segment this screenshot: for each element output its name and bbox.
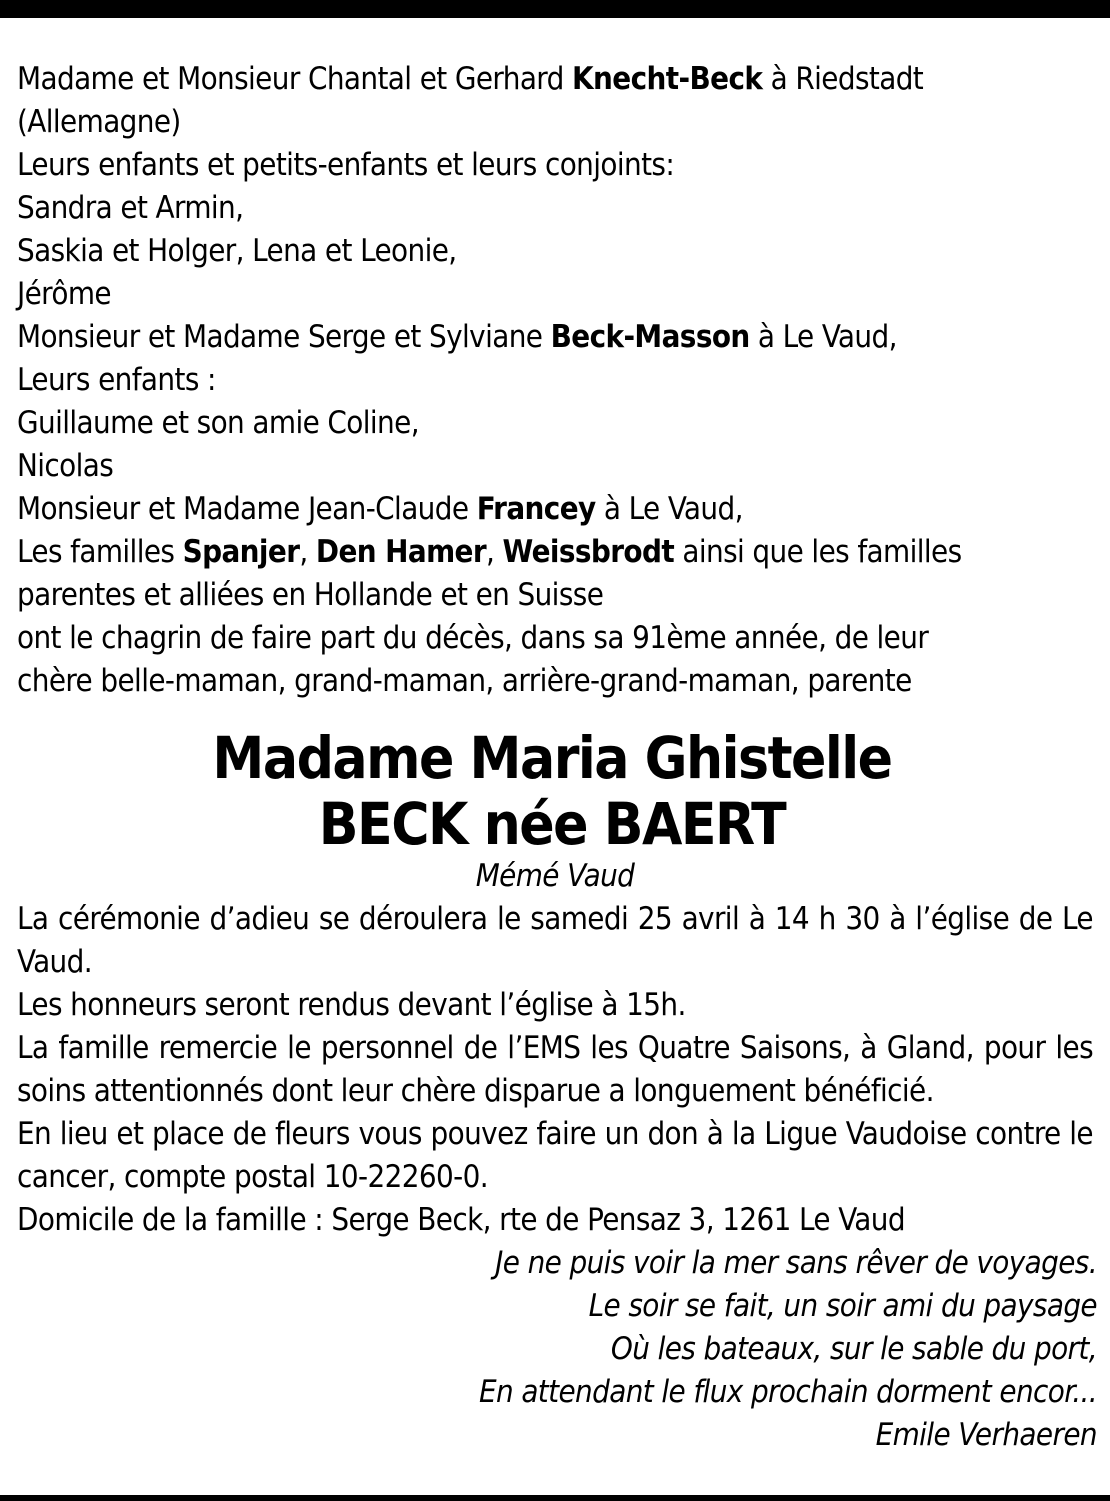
domicile-paragraph: Domicile de la famille : Serge Beck, rte de Pensaz 3, 1261 Le Vaud [17, 1202, 905, 1238]
poem-line-3: Où les bateaux, sur le sable du port, [610, 1331, 1097, 1367]
family-line-nicolas: Nicolas [17, 448, 114, 484]
family-line-guillaume: Guillaume et son amie Coline, [17, 405, 419, 441]
thanks-paragraph: La famille remercie le personnel de l’EMS les Quatre Saisons, à Gland, pour les soins attentionnés dont leur chère disparue a longuement bénéficié. [17, 1030, 1093, 1109]
family-line-country: (Allemagne) [17, 104, 181, 140]
deceased-name-line-2: BECK née BAERT [318, 790, 786, 858]
top-border-rule [0, 0, 1110, 18]
family-name-spanjer: Spanjer [182, 534, 300, 570]
family-name-weissbrodt: Weissbrodt [502, 534, 675, 570]
announcement-line-1: ont le chagrin de faire part du décès, dans sa 91ème année, de leur [17, 620, 929, 656]
family-line-knecht-beck: Madame et Monsieur Chantal et Gerhard Knecht-Beck à Riedstadt [17, 61, 924, 97]
family-line-children-intro-2: Leurs enfants : [17, 362, 216, 398]
donation-paragraph: En lieu et place de fleurs vous pouvez faire un don à la Ligue Vaudoise contre le cancer, compte postal 10-22260-0. [17, 1116, 1093, 1195]
deceased-name-line-1: Madame Maria Ghistelle [212, 724, 892, 792]
family-name-beck-masson: Beck-Masson [550, 319, 750, 355]
family-line-saskia: Saskia et Holger, Lena et Leonie, [17, 233, 457, 269]
family-line-francey: Monsieur et Madame Jean-Claude Francey à Le Vaud, [17, 491, 743, 527]
family-line-sandra: Sandra et Armin, [17, 190, 244, 226]
family-line-beck-masson: Monsieur et Madame Serge et Sylviane Beck-Masson à Le Vaud, [17, 319, 897, 355]
deceased-name [11, 725, 1093, 857]
bottom-border-rule [0, 1495, 1110, 1501]
ceremony-details [17, 898, 1093, 1242]
family-name-knecht-beck: Knecht-Beck [571, 61, 763, 97]
poem-line-2: Le soir se fait, un soir ami du paysage [588, 1288, 1097, 1324]
family-line-families: Les familles Spanjer, Den Hamer, Weissbrodt ainsi que les familles [17, 534, 962, 570]
deceased-nickname: Mémé Vaud [475, 858, 635, 894]
obituary-notice [17, 58, 1097, 1457]
family-name-francey: Francey [476, 491, 596, 527]
poem-line-1: Je ne puis voir la mer sans rêver de voyages. [495, 1245, 1097, 1281]
announcement-line-2: chère belle-maman, grand-maman, arrière-grand-maman, parente [17, 663, 912, 699]
family-line-jerome: Jérôme [17, 276, 111, 312]
poem-line-4: En attendant le flux prochain dorment encor... [478, 1374, 1097, 1410]
family-line-children-intro: Leurs enfants et petits-enfants et leurs conjoints: [17, 147, 675, 183]
poem-author: Emile Verhaeren [875, 1417, 1097, 1453]
poem-quote [17, 1242, 1097, 1457]
honours-paragraph: Les honneurs seront rendus devant l’église à 15h. [17, 987, 686, 1023]
family-name-den-hamer: Den Hamer [315, 534, 487, 570]
ceremony-paragraph: La cérémonie d’adieu se déroulera le samedi 25 avril à 14 h 30 à l’église de Le Vaud. [17, 901, 1093, 980]
family-line-relatives: parentes et alliées en Hollande et en Suisse [17, 577, 604, 613]
family-announcement [17, 58, 1093, 703]
